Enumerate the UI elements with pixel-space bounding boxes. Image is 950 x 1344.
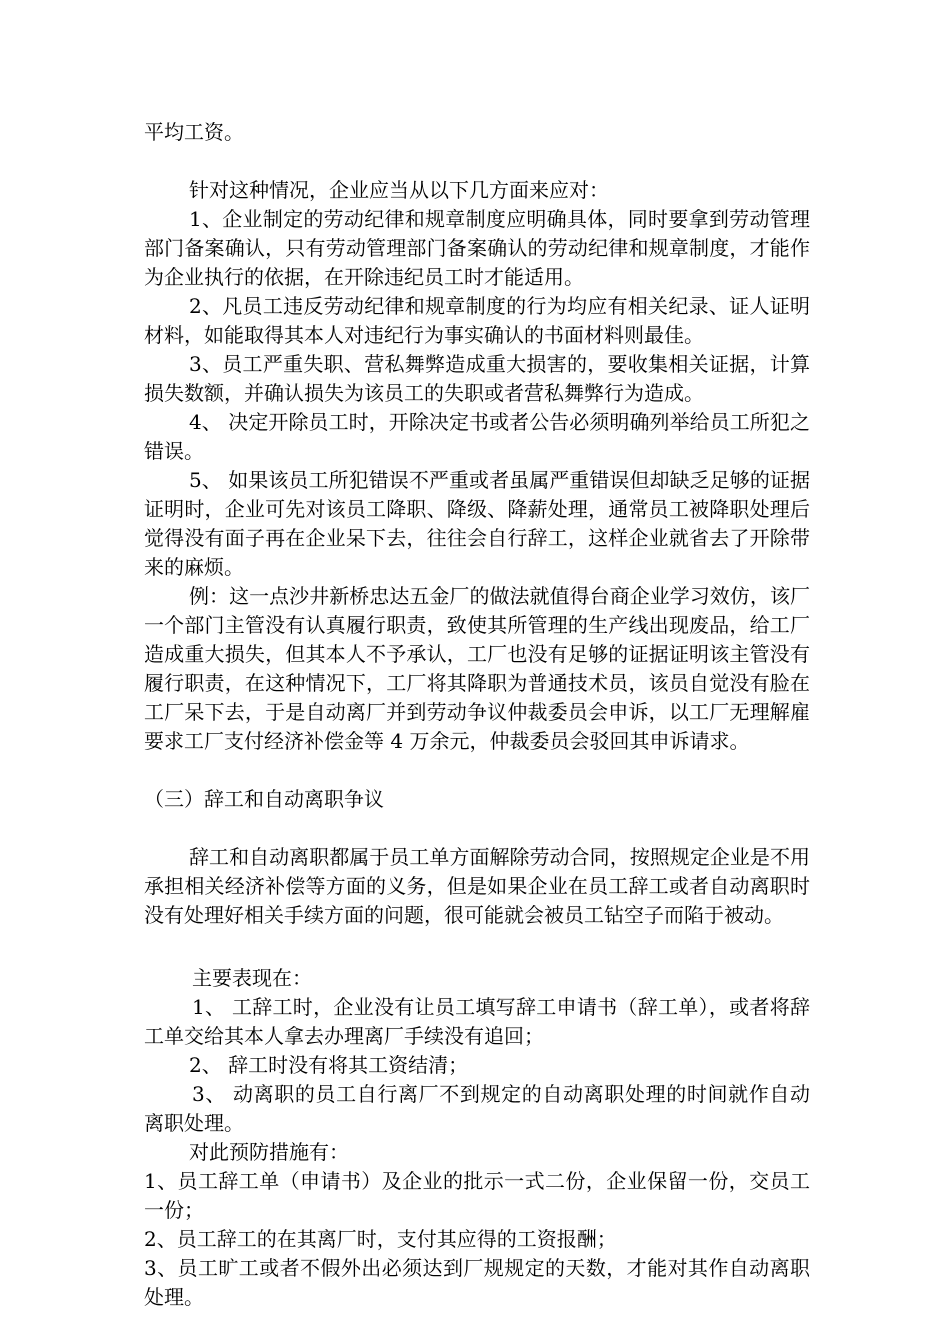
paragraph-resignation-intro: 辞工和自动离职都属于员工单方面解除劳动合同，按照规定企业是不用承担相关经济补偿等方面的义务，但是如果企业在员工辞工或者自动离职时没有处理好相关手续方面的问题，很可能就会被员工钻空子而陷于被动。: [144, 845, 810, 927]
paragraph-main-manifestations: 主要表现在：: [192, 966, 312, 990]
paragraph-prevention-3: 3、员工旷工或者不假外出必须达到厂规规定的天数，才能对其作自动离职处理。: [144, 1256, 810, 1309]
paragraph-measure-1: 1、企业制定的劳动纪律和规章制度应明确具体，同时要拿到劳动管理部门备案确认，只有劳动管理部门备案确认的劳动纪律和规章制度，才能作为企业执行的依据，在开除违纪员工时才能适用。: [144, 207, 810, 289]
paragraph-manifestation-1: 1、 工辞工时，企业没有让员工填写辞工申请书（辞工单），或者将辞工单交给其本人拿去办理离厂手续没有追回；: [144, 995, 810, 1048]
paragraph-measure-3: 3、员工严重失职、营私舞弊造成重大损害的，要收集相关证据，计算损失数额，并确认损失为该员工的失职或者营私舞弊行为造成。: [144, 352, 810, 405]
section-heading-resignation: （三）辞工和自动离职争议: [144, 787, 384, 811]
paragraph-prevention-1: 1、员工辞工单（申请书）及企业的批示一式二份，企业保留一份，交员工一份；: [144, 1169, 810, 1222]
paragraph-measure-5: 5、 如果该员工所犯错误不严重或者虽属严重错误但却缺乏足够的证据证明时，企业可先对该员工降职、降级、降薪处理，通常员工被降职处理后觉得没有面子再在企业呆下去，往往会自行辞工，这样企业就省去了开除带来的麻烦。: [144, 468, 810, 579]
paragraph-measure-4: 4、 决定开除员工时，开除决定书或者公告必须明确列举给员工所犯之错误。: [144, 410, 810, 463]
paragraph-manifestation-3: 3、 动离职的员工自行离厂不到规定的自动离职处理的时间就作自动离职处理。: [144, 1082, 810, 1135]
paragraph-example: 例：这一点沙井新桥忠达五金厂的做法就值得台商企业学习效仿，该厂一个部门主管没有认真履行职责，致使其所管理的生产线出现废品，给工厂造成重大损失，但其本人不予承认，工厂也没有足够的证据证明该主管没有履行职责，在这种情况下，工厂将其降职为普通技术员，该员自觉没有脸在工厂呆下去，于是自动离厂并到劳动争议仲裁委员会申诉，以工厂无理解雇要求工厂支付经济补偿金等 4 万余元，仲裁委员会驳回其申诉请求。: [144, 584, 810, 753]
paragraph-prevention-heading: 对此预防措施有：: [189, 1140, 349, 1164]
document-body: [144, 118, 810, 1312]
paragraph-intro-end: 平均工资。: [144, 120, 244, 144]
paragraph-prevention-2: 2、员工辞工的在其离厂时，支付其应得的工资报酬；: [144, 1227, 617, 1251]
paragraph-countermeasures-heading: 针对这种情况，企业应当从以下几方面来应对：: [189, 178, 609, 202]
paragraph-manifestation-2: 2、 辞工时没有将其工资结清；: [189, 1053, 469, 1077]
paragraph-measure-2: 2、凡员工违反劳动纪律和规章制度的行为均应有相关纪录、证人证明材料，如能取得其本人对违纪行为事实确认的书面材料则最佳。: [144, 294, 810, 347]
